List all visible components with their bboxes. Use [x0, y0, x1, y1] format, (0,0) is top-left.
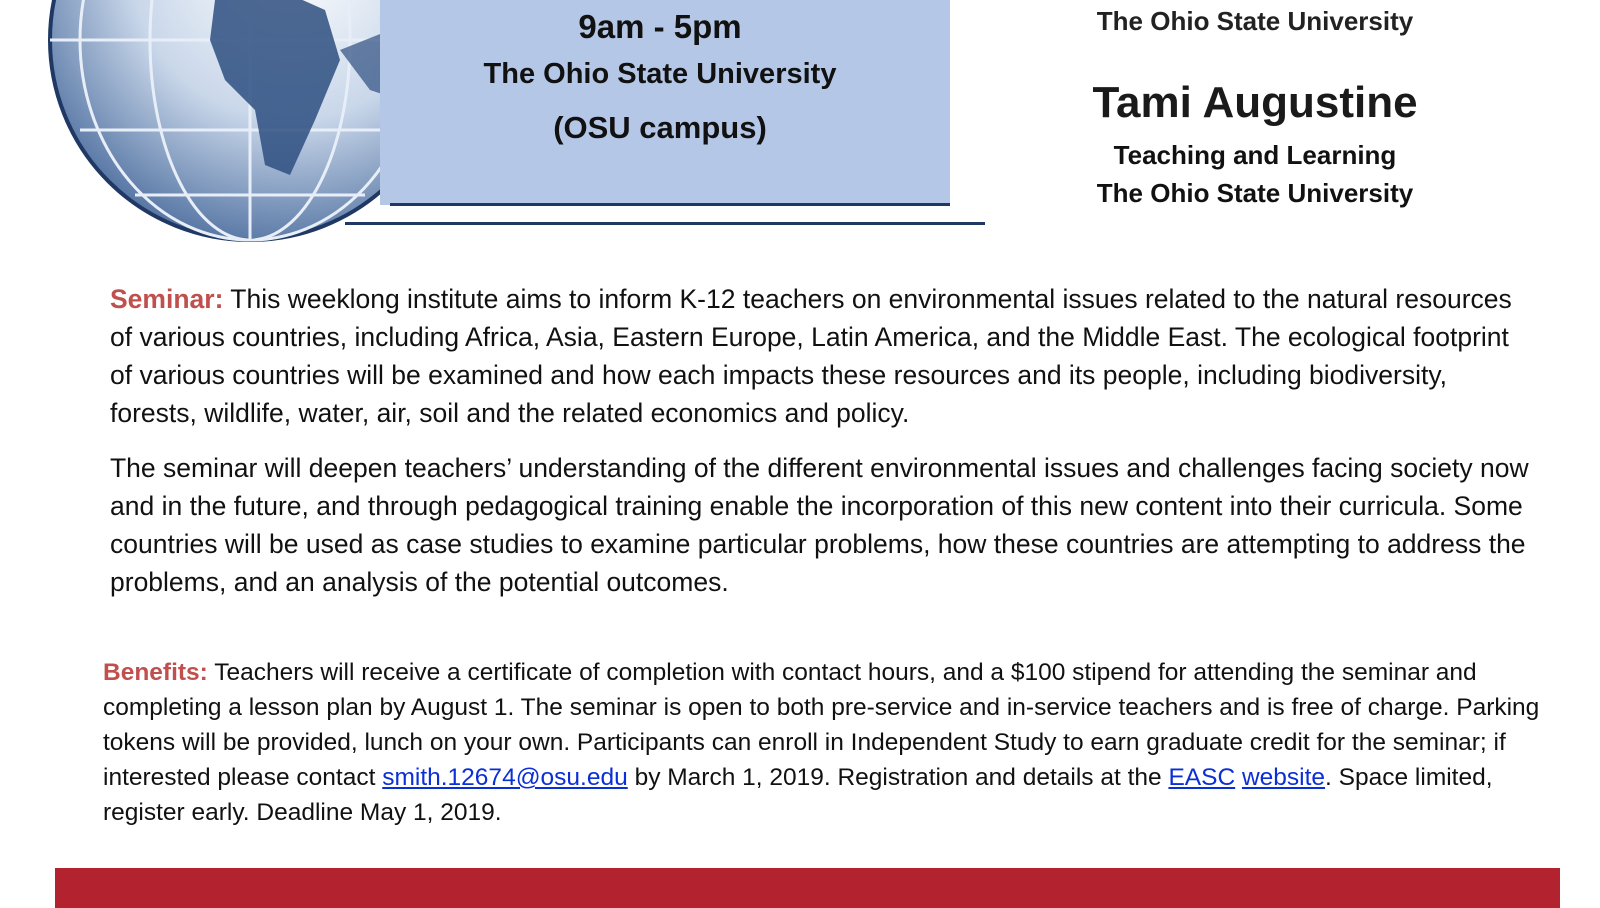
event-venue: The Ohio State University [483, 58, 837, 90]
event-campus: (OSU campus) [553, 110, 767, 145]
seminar-paragraph [110, 280, 1530, 432]
benefits-paragraph [103, 655, 1543, 830]
speaker-affiliation: The Ohio State University [1096, 6, 1414, 36]
benefits-text-3: . Space limited, register early. Deadline May 1, 2019. [103, 764, 1493, 826]
footer-banner [55, 868, 1560, 908]
contact-email-link[interactable]: smith.12674@osu.edu [382, 764, 628, 791]
event-time: 9am - 5pm [578, 8, 742, 45]
website-link[interactable]: website [1241, 764, 1326, 791]
easc-link[interactable]: EASC [1168, 764, 1236, 791]
seminar-text: This weeklong institute aims to inform K-12 teachers on environmental issues related to the natural resources of various countries, including Africa, Asia, Eastern Europe, Latin America, and the Middle East. The ecological footprint of various countries will be examined and how each impacts these resources and its people, including biodiversity, forests, wildlife, water, air, soil and the related economics and policy. [110, 284, 1512, 428]
seminar-paragraph-2: The seminar will deepen teachers’ understanding of the different environmental issues and challenges facing society now and in the future, and through pedagogical training enable the incorporation of this new content into their curricula. Some countries will be used as case studies to examine particular problems, how these countries are attempting to address the problems, and an analysis of the potential outcomes. [110, 453, 1529, 597]
benefits-text-2: by March 1, 2019. Registration and details at the [634, 764, 1162, 791]
speaker-department: Teaching and Learning [1113, 140, 1397, 170]
benefits-label: Benefits: [103, 659, 208, 686]
speaker-university: The Ohio State University [1096, 178, 1414, 208]
seminar-label: Seminar: [110, 284, 224, 314]
benefits-text: Teachers will receive a certificate of completion with contact hours, and a $100 stipend for attending the seminar and completing a lesson plan by August 1. The seminar is open to both pre-service and in-service teachers and is free of charge. Parking tokens will be provided, lunch on your own. Participants can enroll in Independent Study to earn graduate credit for the seminar; if interested please contact [103, 659, 1540, 791]
speaker-name: Tami Augustine [1092, 78, 1418, 127]
divider [390, 203, 950, 206]
divider [345, 222, 985, 225]
